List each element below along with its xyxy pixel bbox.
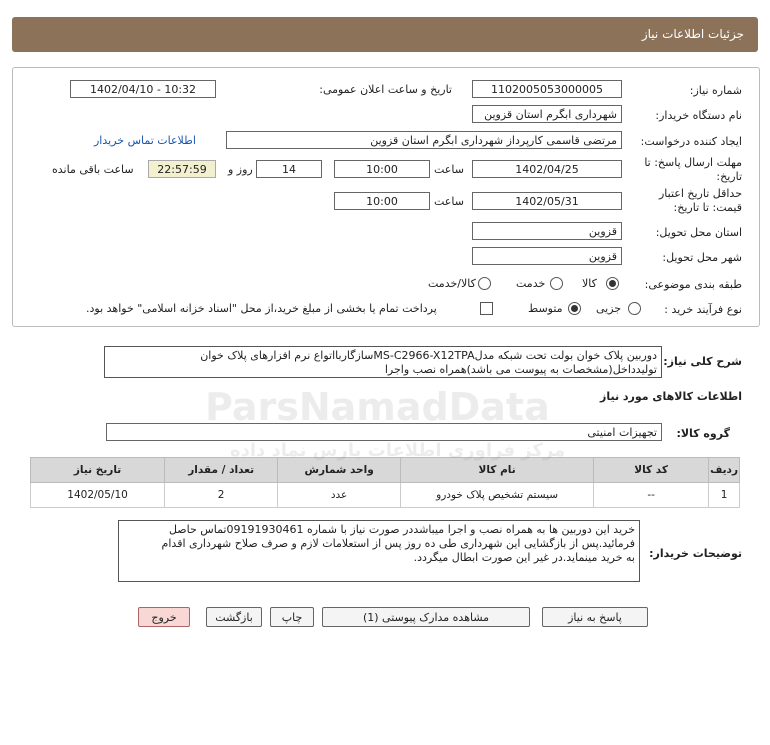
page-title: جزئیات اطلاعات نیاز: [641, 27, 744, 41]
process-radio-medium[interactable]: [568, 302, 581, 315]
category-radio-goods[interactable]: [606, 277, 619, 290]
summary-line-1: دوربین پلاک خوان بولت تحت شبکه مدلMS-C2966-X12TPAسازگاربااتواع نرم افزارهای پلاک خوان: [200, 349, 657, 362]
requester-label: ایجاد کننده درخواست:: [640, 135, 742, 148]
attachments-button[interactable]: مشاهده مدارک پیوستی (1): [322, 607, 530, 627]
deadline-time-label: ساعت: [434, 163, 464, 176]
validity-time-field: 10:00: [334, 192, 430, 210]
col-unit: واحد شمارش: [278, 458, 401, 483]
goods-section-title: اطلاعات کالاهای مورد نیاز: [600, 390, 742, 403]
category-radio-goods-service[interactable]: [478, 277, 491, 290]
validity-time-label: ساعت: [434, 195, 464, 208]
category-label: طبقه بندی موضوعی:: [644, 278, 742, 291]
summary-label: شرح کلی نیاز:: [663, 355, 742, 368]
buyer-org-label: نام دستگاه خریدار:: [655, 109, 742, 122]
goods-table-header: [31, 458, 740, 483]
deadline-label-2: تاریخ:: [716, 170, 742, 183]
process-radio-minor[interactable]: [628, 302, 641, 315]
cell-code: --: [594, 483, 709, 508]
remaining-time-field: 22:57:59: [148, 160, 216, 178]
col-row: ردیف: [709, 458, 740, 483]
table-row: [31, 483, 740, 508]
province-field: قزوین: [472, 222, 622, 240]
summary-box: [104, 346, 662, 378]
days-field: 14: [256, 160, 322, 178]
category-option-goods-service: کالا/خدمت: [428, 277, 476, 290]
city-label: شهر محل تحویل:: [662, 251, 742, 264]
treasury-checkbox[interactable]: [480, 302, 493, 315]
watermark-subtext: مرکز فراوری اطلاعات پارس نماد داده: [230, 440, 566, 461]
col-code: کد کالا: [594, 458, 709, 483]
deadline-time-field: 10:00: [334, 160, 430, 178]
col-name: نام کالا: [401, 458, 594, 483]
validity-label-2: قیمت: تا تاریخ:: [673, 201, 742, 214]
buyer-notes-line-1: خرید این دوربین ها به همراه نصب و اجرا میباشددر صورت نیاز با شماره 09191930461تماس حاصل: [168, 523, 635, 536]
goods-table: [30, 457, 740, 508]
cell-unit: عدد: [278, 483, 401, 508]
col-date: تاریخ نیاز: [31, 458, 165, 483]
category-option-service: خدمت: [516, 277, 546, 290]
back-button[interactable]: بازگشت: [206, 607, 262, 627]
process-option-medium: متوسط: [528, 302, 563, 315]
process-option-minor: جزیی: [596, 302, 622, 315]
cell-quantity: 2: [165, 483, 278, 508]
cell-row: 1: [709, 483, 740, 508]
deadline-label: مهلت ارسال پاسخ: تا: [644, 156, 742, 169]
city-field: قزوین: [472, 247, 622, 265]
col-quantity: تعداد / مقدار: [165, 458, 278, 483]
summary-line-2: تولیدداخل(مشخصات به پیوست می باشد)همراه نصب واجرا: [384, 363, 657, 376]
treasury-text: پرداخت تمام یا بخشی از مبلغ خرید،از محل "اسناد خزانه اسلامی" خواهد بود.: [86, 302, 437, 315]
page-header: [12, 17, 758, 52]
buyer-notes-box: [118, 520, 640, 582]
requester-field: مرتضی قاسمی کارپرداز شهرداری ابگرم استان قزوین: [226, 131, 622, 149]
exit-button[interactable]: خروج: [138, 607, 190, 627]
reply-button[interactable]: پاسخ به نیاز: [542, 607, 648, 627]
buyer-notes-line-3: به خرید مینماید.در غیر این صورت ابطال میگردد.: [413, 551, 635, 564]
deadline-date-field: 1402/04/25: [472, 160, 622, 178]
cell-name: سیستم تشخیص پلاک خودرو: [401, 483, 594, 508]
buyer-notes-label: توضیحات خریدار:: [649, 547, 742, 560]
buyer-contact-link[interactable]: اطلاعات تماس خریدار: [94, 134, 196, 147]
announce-label: تاریخ و ساعت اعلان عمومی:: [319, 83, 452, 96]
validity-label: حداقل تاریخ اعتبار: [658, 187, 742, 200]
watermark-text: ParsNamadData: [205, 385, 550, 429]
buyer-notes-line-2: فرمائید.پس از بازگشایی این شهرداری طی ده روز پس از استعلامات لازم و صرف صلاح شهرداری اقدام: [161, 537, 635, 550]
need-number-field: 1102005053000005: [472, 80, 622, 98]
buyer-org-field: شهرداری ابگرم استان قزوین: [472, 105, 622, 123]
goods-group-field: تجهیزات امنیتی: [106, 423, 662, 441]
need-number-label: شماره نیاز:: [689, 84, 742, 97]
remaining-label: ساعت باقی مانده: [52, 163, 134, 176]
validity-date-field: 1402/05/31: [472, 192, 622, 210]
category-radio-service[interactable]: [550, 277, 563, 290]
announce-field: 1402/04/10 - 10:32: [70, 80, 216, 98]
cell-date: 1402/05/10: [31, 483, 165, 508]
print-button[interactable]: چاپ: [270, 607, 314, 627]
province-label: استان محل تحویل:: [655, 226, 742, 239]
category-option-goods: کالا: [582, 277, 597, 290]
process-label: نوع فرآیند خرید :: [664, 303, 742, 316]
days-label: روز و: [228, 163, 253, 176]
goods-group-label: گروه کالا:: [676, 427, 730, 440]
